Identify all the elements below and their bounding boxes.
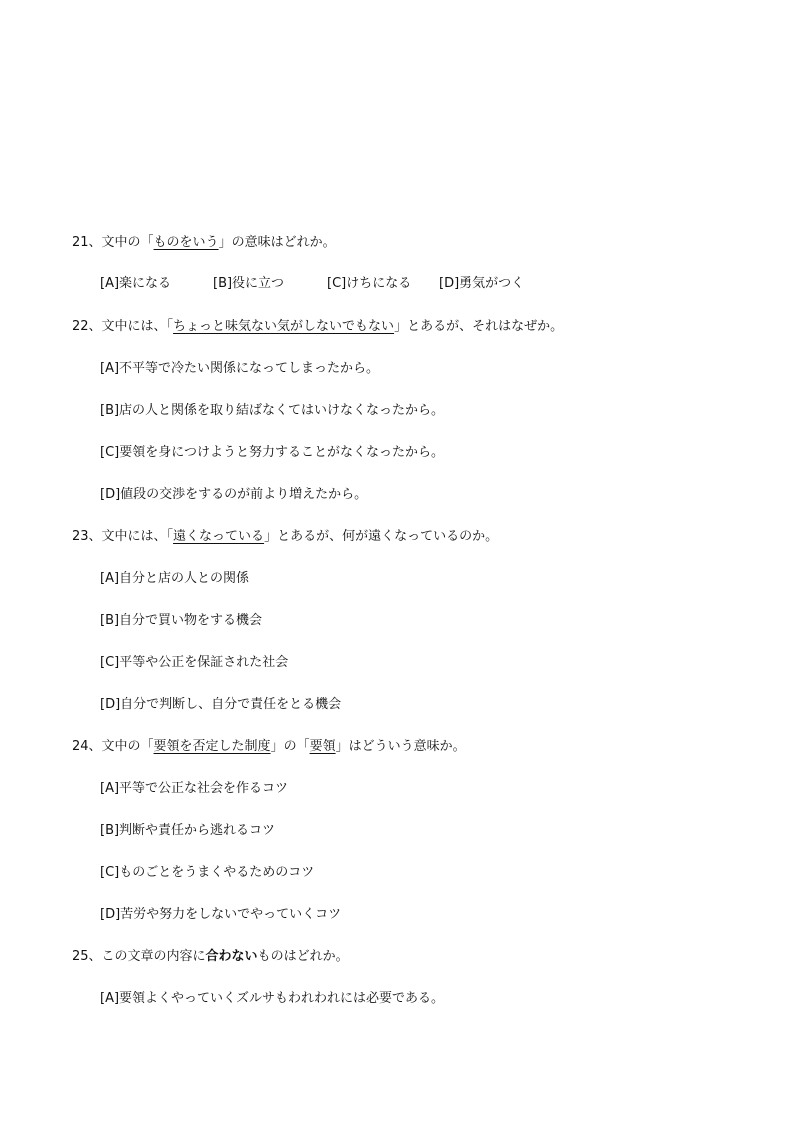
option-c[interactable]: [C]ものごとをうまくやるためのコツ [100, 865, 315, 880]
underlined-phrase: ものをいう [153, 235, 219, 250]
option-a[interactable]: [A]不平等で冷たい関係になってしまったから。 [100, 361, 380, 376]
option-b[interactable]: [B]判断や責任から逃れるコツ [100, 823, 276, 838]
question-text: 」の「 [270, 739, 310, 754]
question-text: 」とあるが、何が遠くなっているのか。 [264, 529, 499, 544]
underlined-phrase: 要領 [309, 739, 336, 754]
question-25 [72, 945, 349, 964]
option-a[interactable]: [A]平等で公正な社会を作るコツ [100, 781, 289, 796]
option-c[interactable]: [C]平等や公正を保証された社会 [100, 655, 289, 670]
question-text: 」の意味はどれか。 [218, 235, 336, 250]
option-d[interactable]: [D]値段の交渉をするのが前より増えたから。 [100, 487, 368, 502]
underlined-phrase: 要領を否定した制度 [153, 739, 271, 754]
question-23 [72, 525, 498, 544]
question-text: 25、この文章の内容に [72, 949, 206, 964]
option-c[interactable]: [C]けちになる [327, 276, 412, 291]
question-22 [72, 315, 563, 334]
question-text: 」はどういう意味か。 [335, 739, 466, 754]
option-b[interactable]: [B]店の人と関係を取り結ばなくてはいけなくなったから。 [100, 403, 445, 418]
question-24 [72, 735, 466, 754]
bold-keyword: 合わない [205, 949, 258, 964]
question-text: 23、文中には、「 [72, 529, 174, 544]
question-text: 」とあるが、それはなぜか。 [394, 319, 564, 334]
question-text: ものはどれか。 [257, 949, 349, 964]
option-a[interactable]: [A]楽になる [100, 276, 172, 291]
question-21 [72, 231, 336, 250]
option-b[interactable]: [B]役に立つ [213, 276, 285, 291]
option-d[interactable]: [D]勇気がつく [439, 276, 525, 291]
option-b[interactable]: [B]自分で買い物をする機会 [100, 613, 263, 628]
option-d[interactable]: [D]苦労や努力をしないでやっていくコツ [100, 907, 342, 922]
option-d[interactable]: [D]自分で判断し、自分で責任をとる機会 [100, 697, 342, 712]
option-a[interactable]: [A]自分と店の人との関係 [100, 571, 250, 586]
question-text: 21、文中の「 [72, 235, 154, 250]
question-text: 24、文中の「 [72, 739, 154, 754]
underlined-phrase: ちょっと味気ない気がしないでもない [173, 319, 395, 334]
question-text: 22、文中には、「 [72, 319, 174, 334]
underlined-phrase: 遠くなっている [173, 529, 265, 544]
option-a[interactable]: [A]要領よくやっていくズルサもわれわれには必要である。 [100, 991, 445, 1006]
option-c[interactable]: [C]要領を身につけようと努力することがなくなったから。 [100, 445, 444, 460]
